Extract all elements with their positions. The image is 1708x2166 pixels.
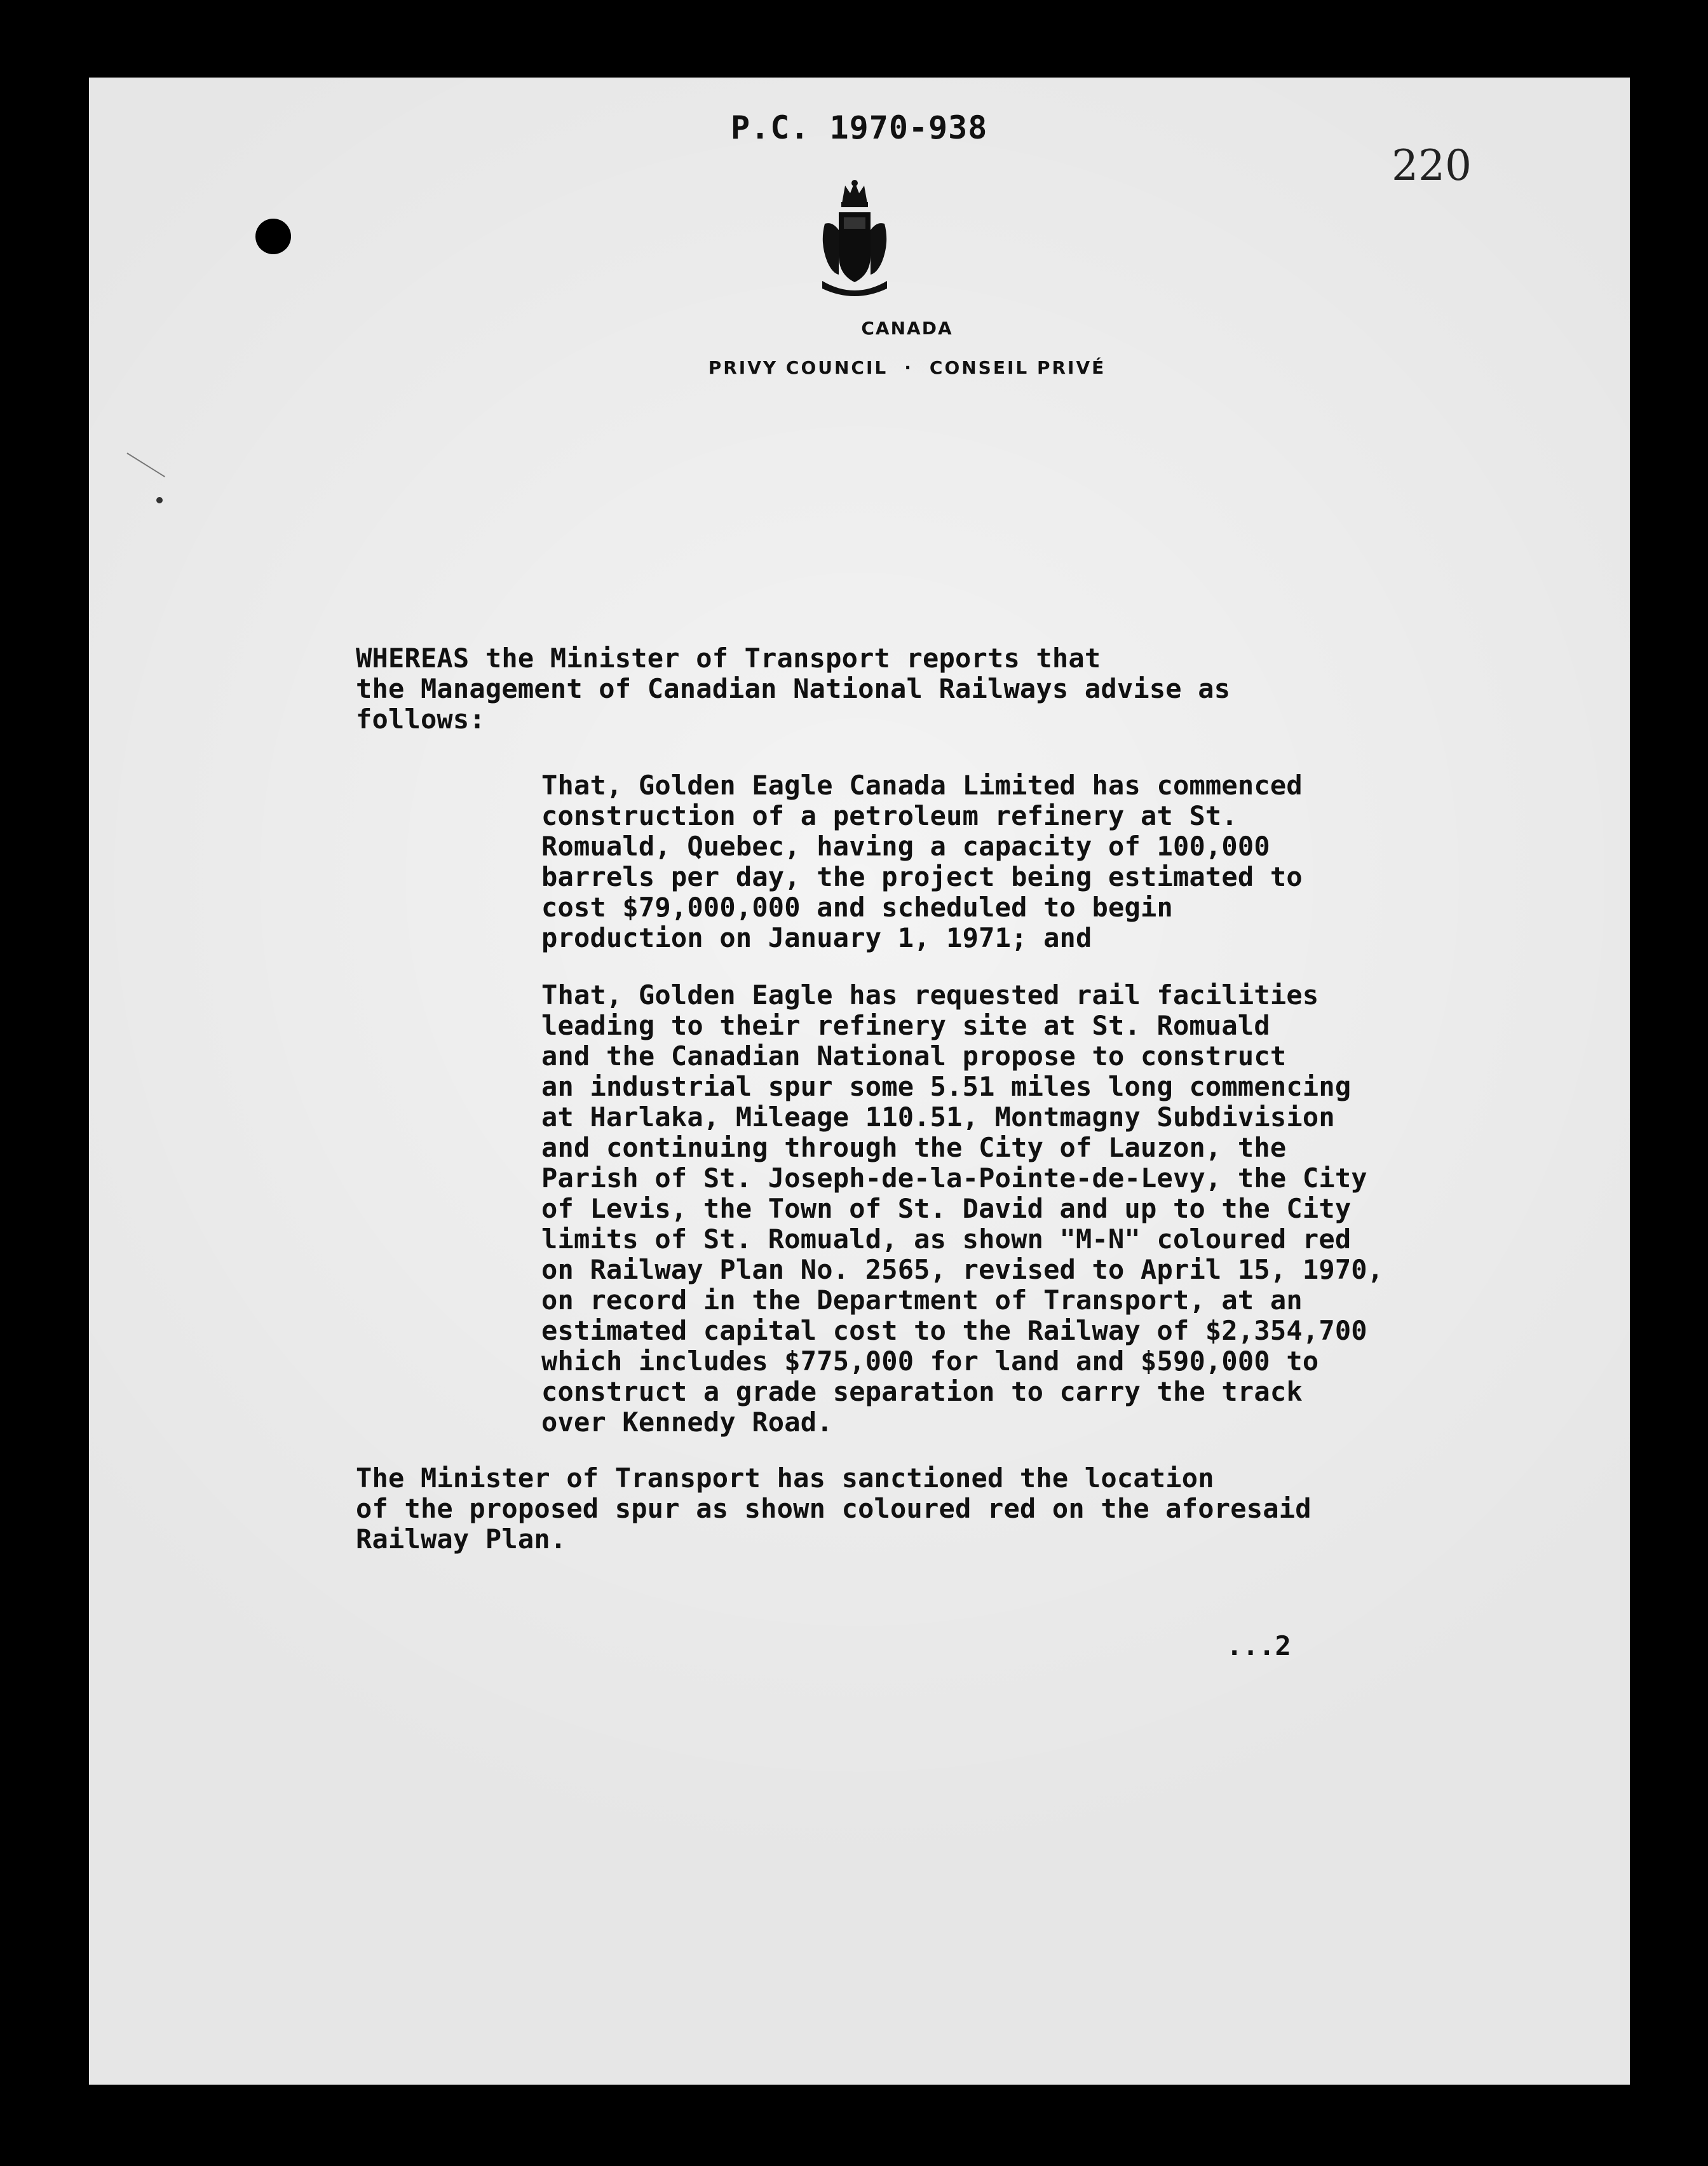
paragraph-sanction <box>356 1463 1312 1555</box>
text-line: barrels per day, the project being estimated to <box>541 861 1303 892</box>
text-line: of the proposed spur as shown coloured red on the aforesaid <box>356 1493 1312 1524</box>
text-line: limits of St. Romuald, as shown "M-N" coloured red <box>541 1223 1352 1255</box>
intro-line: follows: <box>356 704 485 735</box>
text-line: over Kennedy Road. <box>541 1407 833 1438</box>
canada-coat-of-arms-icon <box>813 179 896 300</box>
text-line: at Harlaka, Mileage 110.51, Montmagny Subdivision <box>541 1101 1335 1133</box>
document-page <box>89 78 1630 2085</box>
text-line: an industrial spur some 5.51 miles long commencing <box>541 1071 1352 1102</box>
text-line: construction of a petroleum refinery at St. <box>541 800 1238 831</box>
text-line: of Levis, the Town of St. David and up to the City <box>541 1193 1352 1224</box>
paragraph-refinery <box>541 770 1303 953</box>
council-separator: · <box>904 357 913 378</box>
intro-lead: WHEREAS <box>356 643 470 674</box>
text-line: and the Canadian National propose to construct <box>541 1040 1287 1072</box>
intro-paragraph <box>356 643 1230 735</box>
punch-hole <box>255 219 291 254</box>
paper-speck <box>156 497 163 503</box>
text-line: on Railway Plan No. 2565, revised to April 15, 1970, <box>541 1254 1384 1285</box>
council-french: CONSEIL PRIVÉ <box>929 357 1106 378</box>
text-line: leading to their refinery site at St. Romuald <box>541 1010 1270 1041</box>
text-line: which includes $775,000 for land and $590,000 to <box>541 1345 1319 1377</box>
council-english: PRIVY COUNCIL <box>708 357 888 378</box>
text-line: construct a grade separation to carry the track <box>541 1376 1303 1407</box>
text-line: production on January 1, 1971; and <box>541 922 1092 953</box>
country-name: CANADA <box>861 318 953 339</box>
paper-scratch <box>126 453 165 477</box>
text-line: That, Golden Eagle has requested rail facilities <box>541 979 1319 1011</box>
council-header <box>89 357 1630 378</box>
text-line: That, Golden Eagle Canada Limited has commenced <box>541 770 1303 801</box>
text-line: Railway Plan. <box>356 1523 567 1555</box>
intro-line: the Management of Canadian National Railways advise as <box>356 673 1231 704</box>
text-line: Romuald, Quebec, having a capacity of 100,000 <box>541 831 1270 862</box>
text-line: on record in the Department of Transport, at an <box>541 1284 1303 1316</box>
intro-line: the Minister of Transport reports that <box>469 643 1101 674</box>
order-number: P.C. 1970-938 <box>731 109 988 146</box>
paragraph-rail-spur <box>541 980 1383 1438</box>
page-number: 220 <box>1392 141 1472 190</box>
text-line: and continuing through the City of Lauzon, the <box>541 1132 1287 1163</box>
text-line: cost $79,000,000 and scheduled to begin <box>541 892 1173 923</box>
continued-marker: ...2 <box>1226 1630 1291 1661</box>
text-line: The Minister of Transport has sanctioned the location <box>356 1462 1214 1494</box>
text-line: estimated capital cost to the Railway of $2,354,700 <box>541 1315 1367 1346</box>
text-line: Parish of St. Joseph-de-la-Pointe-de-Levy, the City <box>541 1162 1367 1194</box>
